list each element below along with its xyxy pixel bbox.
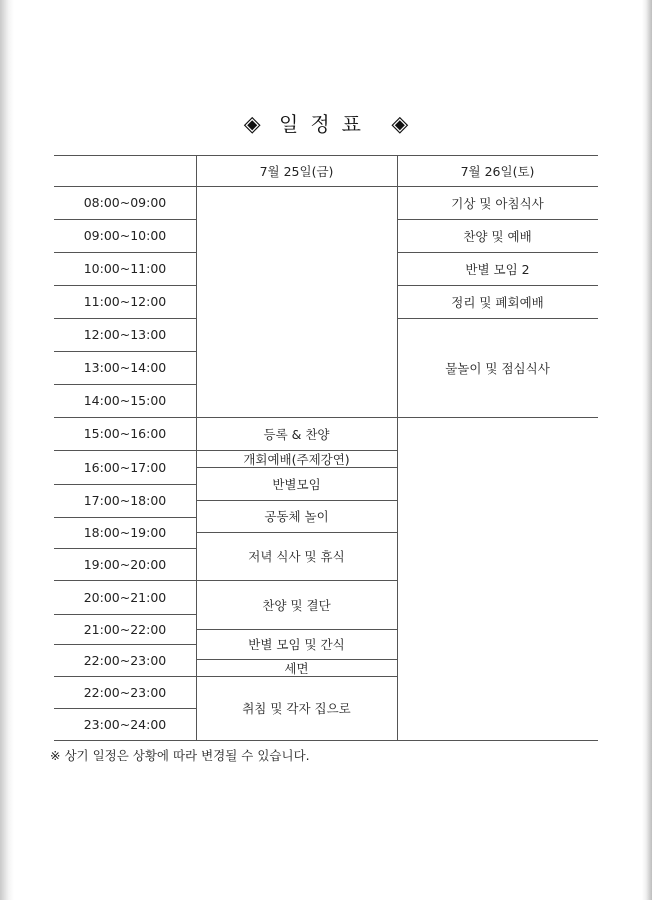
time-slot: 09:00~10:00 (83, 228, 167, 243)
time-slot: 21:00~22:00 (83, 621, 167, 637)
time-slot: 11:00~12:00 (83, 294, 167, 309)
day1-event: 반별 모임 및 간식 (248, 637, 345, 652)
day1-event: 찬양 및 결단 (262, 597, 331, 613)
time-slot: 08:00~09:00 (83, 195, 167, 210)
time-slot: 14:00~15:00 (83, 393, 167, 408)
day2-event: 기상 및 아침식사 (451, 195, 544, 211)
column-header-day2: 7월 26일(토) (460, 163, 535, 179)
diamond-left-icon: ◈ (243, 112, 261, 137)
day2-event: 정리 및 폐회예배 (451, 294, 544, 310)
table-bottom-border (54, 740, 598, 741)
time-slot: 18:00~19:00 (83, 525, 167, 540)
day1-event: 등록 & 찬양 (263, 426, 330, 442)
time-slot: 23:00~24:00 (83, 716, 167, 732)
day1-event: 저녁 식사 및 휴식 (248, 549, 345, 564)
time-slot: 20:00~21:00 (83, 589, 167, 605)
time-slot: 19:00~20:00 (83, 556, 167, 572)
column-header-day1: 7월 25일(금) (259, 163, 334, 179)
day1-event: 개회예배(주제강연) (243, 451, 350, 467)
day1-event: 세면 (284, 660, 309, 676)
time-slot: 12:00~13:00 (83, 327, 167, 342)
footnote: ※ 상기 일정은 상황에 따라 변경될 수 있습니다. (50, 748, 310, 763)
day1-event: 공동체 놀이 (264, 509, 329, 524)
time-slot: 22:00~23:00 (83, 652, 167, 668)
page-title (0, 108, 652, 137)
time-slot: 10:00~11:00 (83, 261, 167, 276)
diamond-right-icon: ◈ (391, 112, 409, 137)
day1-event: 취침 및 각자 집으로 (242, 701, 351, 716)
time-slot: 16:00~17:00 (83, 459, 167, 475)
day2-event: 찬양 및 예배 (463, 228, 532, 244)
time-slot: 22:00~23:00 (83, 684, 167, 700)
day1-event: 반별모임 (272, 476, 321, 492)
title-text: 일정표 (279, 112, 373, 136)
time-slot: 13:00~14:00 (83, 360, 167, 375)
time-slot: 15:00~16:00 (83, 426, 167, 441)
day2-event-divider (397, 417, 598, 418)
day2-event: 물놀이 및 점심식사 (445, 360, 550, 376)
time-slot: 17:00~18:00 (83, 493, 167, 508)
day2-event: 반별 모임 2 (465, 261, 530, 277)
